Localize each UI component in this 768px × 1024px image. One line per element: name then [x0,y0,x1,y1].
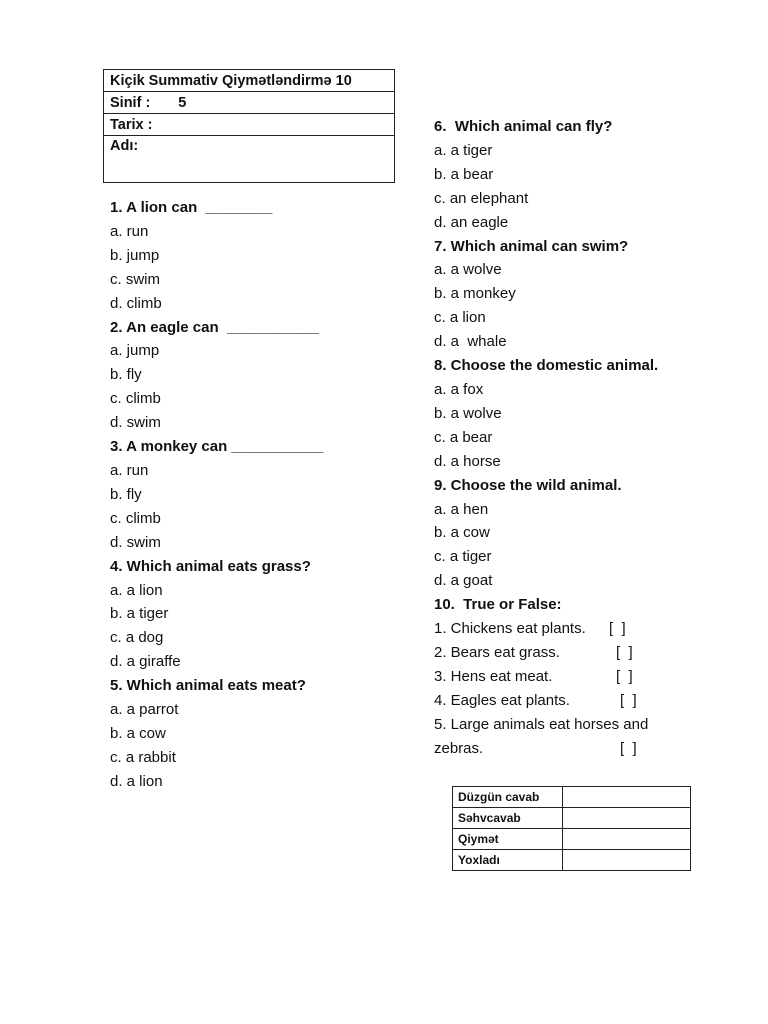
tf-bracket-1[interactable]: [ ] [609,620,626,638]
option-3b: b. fly [110,485,142,503]
tf-text-5-cont: zebras. [434,739,484,757]
quiz-title: Kiçik Summativ Qiymətləndirmə 10 [104,70,395,92]
tf-bracket-5[interactable]: [ ] [620,739,637,757]
option-7d: d. a whale [434,333,507,351]
option-9c: c. a tiger [434,548,492,566]
option-9d: d. a goat [434,572,493,590]
option-2a: a. jump [110,342,160,360]
option-4c: c. a dog [110,629,164,647]
question-7: 7. Which animal can swim? [434,237,629,255]
score-table [452,786,691,871]
tf-statement-3 [434,665,734,689]
tf-statement-4 [434,689,734,713]
option-4a: a. a lion [110,581,163,599]
question-4: 4. Which animal eats grass? [110,557,311,575]
option-6c: c. an elephant [434,189,529,207]
option-9b: b. a cow [434,524,490,542]
questions-right-column [434,115,734,760]
option-6a: a. a tiger [434,141,493,159]
name-label: Adı: [104,136,395,183]
tf-bracket-4[interactable]: [ ] [620,691,637,709]
score-cell-grade[interactable] [563,829,691,850]
class-row [104,92,395,114]
option-1d: d. climb [110,294,162,312]
score-label-checked: Yoxladı [453,850,563,871]
option-1c: c. swim [110,270,160,288]
score-cell-wrong[interactable] [563,808,691,829]
question-6: 6. Which animal can fly? [434,118,613,135]
header-table [103,69,395,183]
option-6b: b. a bear [434,165,494,183]
tf-text-3: 3. Hens eat meat. [434,667,553,685]
option-8b: b. a wolve [434,404,502,422]
question-8: 8. Choose the domestic animal. [434,357,659,375]
tf-text-1: 1. Chickens eat plants. [434,620,586,638]
option-5a: a. a parrot [110,701,179,719]
option-8c: c. a bear [434,428,493,446]
question-9: 9. Choose the wild animal. [434,476,622,494]
tf-bracket-3[interactable]: [ ] [616,667,633,685]
option-9a: a. a hen [434,500,489,518]
question-10-title: 10. True or False: [434,596,562,614]
option-8d: d. a horse [434,452,501,470]
class-value: 5 [178,94,187,111]
option-7b: b. a monkey [434,285,516,303]
tf-statement-2 [434,641,734,665]
score-cell-checked[interactable] [563,850,691,871]
option-5d: d. a lion [110,772,163,790]
option-3d: d. swim [110,533,161,551]
tf-text-4: 4. Eagles eat plants. [434,691,570,709]
option-6d: d. an eagle [434,213,509,231]
class-label: Sinif : [110,94,151,111]
option-7a: a. a wolve [434,261,502,279]
option-4b: b. a tiger [110,605,169,623]
score-label-grade: Qiymət [453,829,563,850]
option-8a: a. a fox [434,380,484,398]
date-label: Tarix : [104,114,395,136]
option-7c: c. a lion [434,309,486,327]
tf-statement-1 [434,617,734,641]
tf-statement-5-cont [434,737,734,761]
option-3c: c. climb [110,509,161,527]
question-5: 5. Which animal eats meat? [110,677,306,695]
option-1b: b. jump [110,246,160,264]
option-1a: a. run [110,222,149,240]
option-5c: c. a rabbit [110,748,176,766]
tf-text-2: 2. Bears eat grass. [434,643,560,661]
option-3a: a. run [110,461,149,479]
option-4d: d. a giraffe [110,653,181,671]
tf-bracket-2[interactable]: [ ] [616,643,633,661]
tf-statement-5: 5. Large animals eat horses and [434,715,649,733]
questions-left-column [110,196,410,794]
option-2b: b. fly [110,366,142,384]
option-2c: c. climb [110,390,161,408]
question-3: 3. A monkey can ___________ [110,438,324,456]
score-cell-correct[interactable] [563,787,691,808]
option-5b: b. a cow [110,724,166,742]
question-2: 2. An eagle can ___________ [110,318,319,336]
score-label-correct: Düzgün cavab [453,787,563,808]
question-1: 1. A lion can ________ [110,199,273,216]
option-2d: d. swim [110,414,161,432]
score-label-wrong: Səhvcavab [453,808,563,829]
